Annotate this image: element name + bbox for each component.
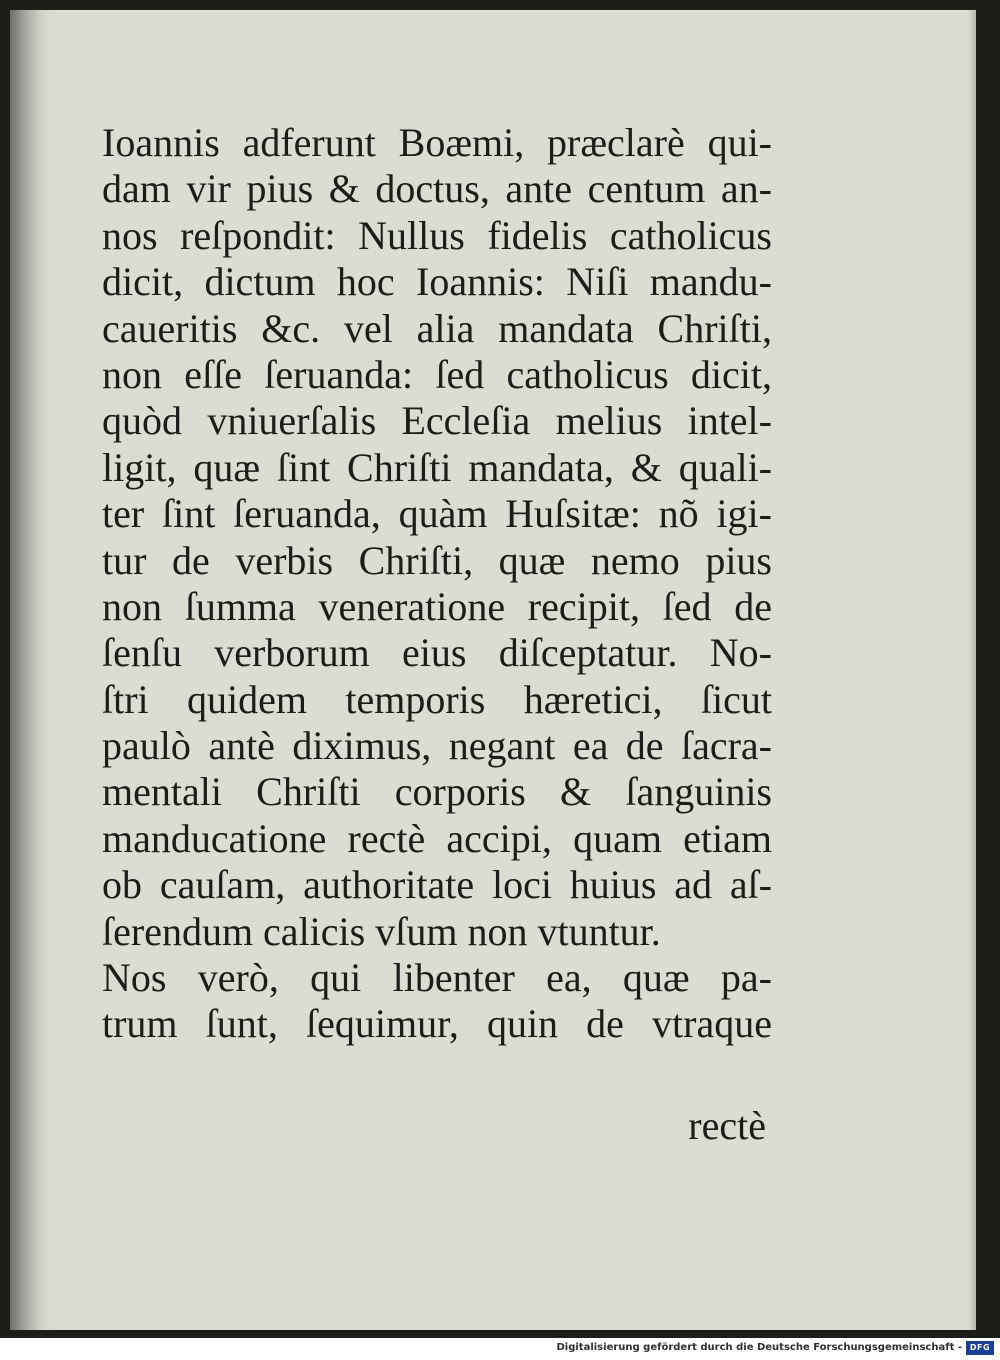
text-line: mentali Chriſti corporis & ſanguinis: [102, 769, 772, 815]
text-line: quòd vniuerſalis Eccleſia melius intel-: [102, 398, 772, 444]
text-line: non ſumma veneratione recipit, ſed de: [102, 583, 772, 629]
text-line: caueritis &c. vel alia mandata Chriſti,: [102, 305, 772, 351]
text-line: dicit, dictum hoc Ioannis: Niſi mandu-: [102, 259, 772, 305]
text-line: ſenſu verborum eius diſceptatur. No-: [102, 630, 772, 676]
text-line: ſerendum calicis vſum non vtuntur.: [102, 908, 661, 954]
text-line: ſtri quidem temporis hæretici, ſicut: [102, 676, 772, 722]
text-line: paulò antè diximus, negant ea de ſacra-: [102, 723, 772, 769]
text-line: non eſſe ſeruanda: ſed catholicus dicit,: [102, 351, 772, 397]
text-line: Ioannis adferunt Boæmi, præclarè qui-: [102, 120, 772, 165]
funding-credit: Digitalisierung gefördert durch die Deutsche Forschungsgemeinschaft -: [556, 1342, 962, 1353]
footer-bar: [0, 1338, 1000, 1360]
text-line: dam vir pius & doctus, ante centum an-: [102, 166, 772, 212]
page-gutter-shadow: [10, 10, 50, 1330]
page-edge: [968, 10, 976, 1330]
book-page: [10, 10, 976, 1330]
text-line: tur de verbis Chriſti, quæ nemo pius: [102, 537, 772, 583]
text-line: Nos verò, qui libenter ea, quæ pa-: [102, 955, 772, 1001]
text-line: trum ſunt, ſequimur, quin de vtraque: [102, 1001, 772, 1047]
text-line: ter ſint ſeruanda, quàm Huſsitæ: nõ igi-: [102, 491, 772, 537]
catchword: rectè: [688, 1103, 766, 1148]
page-text-block: [102, 120, 772, 1048]
dfg-logo-icon: DFG: [966, 1341, 994, 1355]
text-line: nos reſpondit: Nullus fidelis catholicus: [102, 212, 772, 258]
text-line: manducatione rectè accipi, quam etiam: [102, 815, 772, 861]
text-line: ligit, quæ ſint Chriſti mandata, & quali-: [102, 444, 772, 490]
text-line: ob cauſam, authoritate loci huius ad aſ-: [102, 862, 772, 908]
